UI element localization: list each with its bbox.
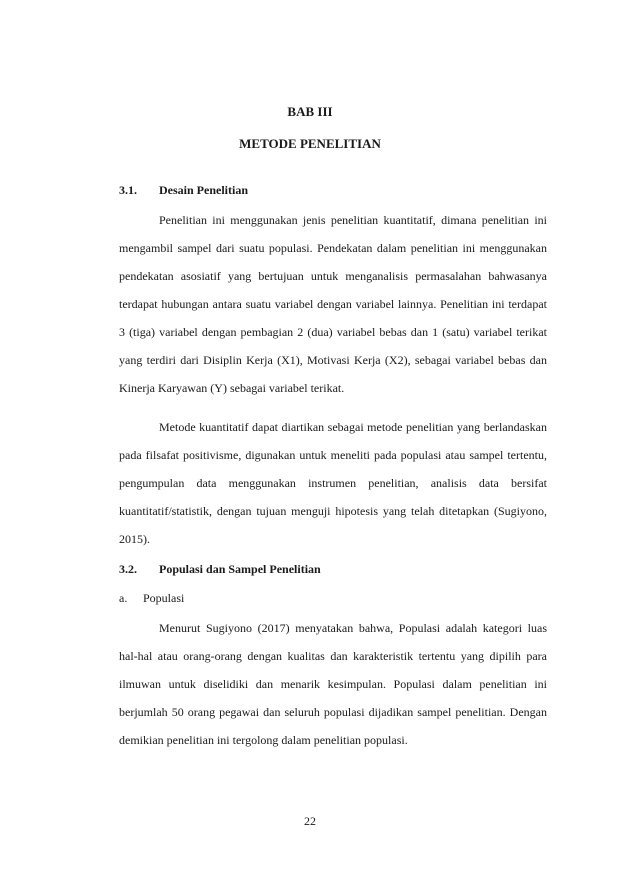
subsection-heading-populasi: [119, 591, 184, 606]
paragraph-populasi: Menurut Sugiyono (2017) menyatakan bahwa, Populasi adalah kategori luas hal-hal atau orang-orang dengan kualitas dan karakteristik tertentu yang dipilih para ilmuwan untuk diselidiki dan menarik kesimpulan. Populasi dalam penelitian ini berjumlah 50 orang pegawai dan seluruh populasi dijadikan sampel penelitian. Dengan demikian penelitian ini tergolong dalam penelitian populasi.: [119, 621, 547, 747]
section-number: 3.2.: [119, 562, 137, 576]
subsection-title: Populasi: [143, 591, 185, 605]
section-title: Populasi dan Sampel Penelitian: [159, 562, 321, 576]
section-heading-3-2: [119, 562, 321, 577]
chapter-number: BAB III: [287, 104, 333, 119]
page-number: 22: [304, 814, 316, 828]
paragraph-desain-2: Metode kuantitatif dapat diartikan sebagai metode penelitian yang berlandaskan pada filsafat positivisme, digunakan untuk meneliti pada populasi atau sampel tertentu, pengumpulan data menggunakan instrumen penelitian, analisis data bersifat kuantitatif/statistik, dengan tujuan menguji hipotesis yang telah ditetapkan (Sugiyono, 2015).: [119, 420, 547, 546]
section-number: 3.1.: [119, 183, 137, 197]
section-heading-3-1: [119, 183, 248, 198]
subsection-number: a.: [119, 591, 128, 605]
chapter-title: METODE PENELITIAN: [239, 136, 381, 151]
section-title: Desain Penelitian: [159, 183, 248, 197]
paragraph-desain-1: Penelitian ini menggunakan jenis penelitian kuantitatif, dimana penelitian ini mengambil sampel dari suatu populasi. Pendekatan dalam penelitian ini menggunakan pendekatan asosiatif yang bertujuan untuk menganalisis permasalahan bahwasanya terdapat hubungan antara suatu variabel dengan variabel lainnya. Penelitian ini terdapat 3 (tiga) variabel dengan pembagian 2 (dua) variabel bebas dan 1 (satu) variabel terikat yang terdiri dari Disiplin Kerja (X1), Motivasi Kerja (X2), sebagai variabel bebas dan Kinerja Karyawan (Y) sebagai variabel terikat.: [119, 213, 547, 395]
